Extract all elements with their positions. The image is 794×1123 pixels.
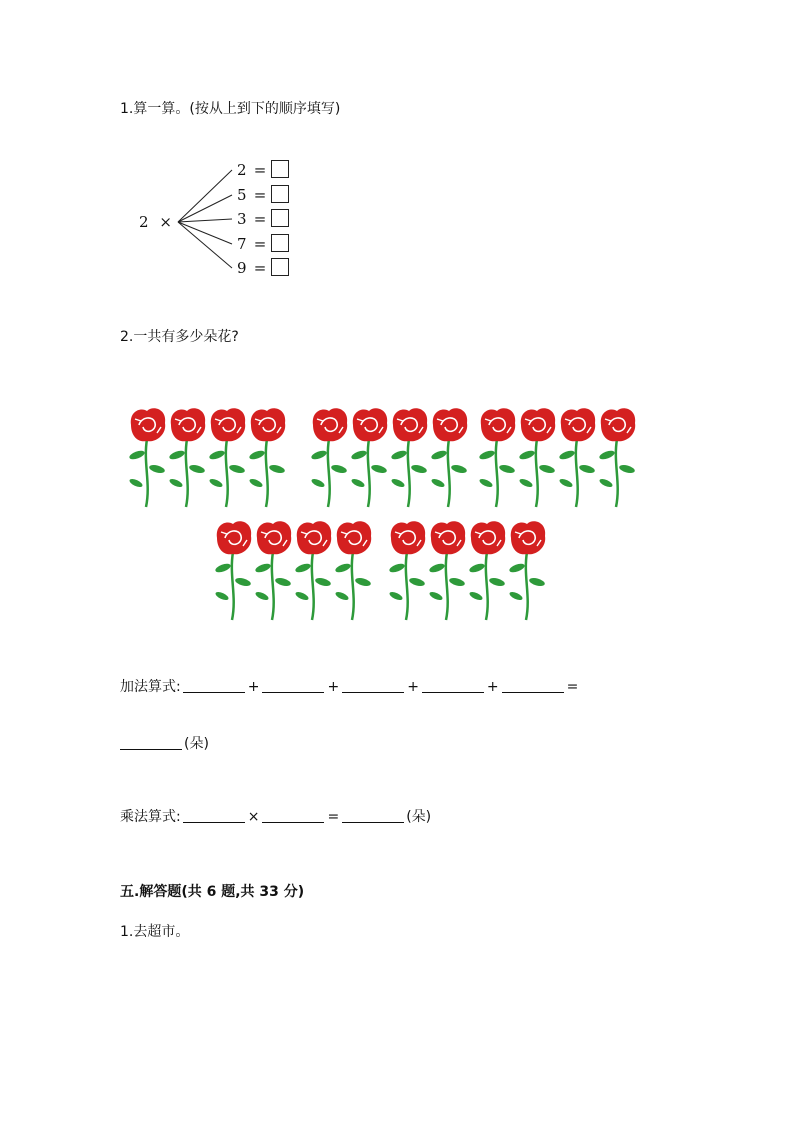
multiplicand: 2 (139, 213, 149, 231)
answer-blank[interactable] (342, 808, 404, 823)
plus-sign: + (327, 679, 340, 695)
branch-lines (0, 0, 794, 300)
times-sign: × (159, 213, 172, 231)
equals-sign: = (253, 210, 267, 228)
multiplier: 5 (237, 186, 247, 204)
multiplier-row (237, 160, 289, 180)
times-sign: × (247, 809, 260, 825)
plus-sign: + (247, 679, 260, 695)
answer-box[interactable] (271, 160, 289, 178)
equals-sign: = (566, 679, 579, 695)
multiplier-row (237, 209, 289, 229)
section-heading: 五.解答题(共 6 题,共 33 分) (120, 884, 305, 900)
addition-equation (120, 676, 579, 696)
equals-sign: = (253, 235, 267, 253)
addition-result (120, 733, 209, 753)
multiplier: 2 (237, 161, 247, 179)
addition-label: 加法算式: (120, 679, 181, 695)
answer-blank[interactable] (120, 735, 182, 750)
answer-blank[interactable] (262, 678, 324, 693)
multiplier: 7 (237, 235, 247, 253)
answer-blank[interactable] (422, 678, 484, 693)
answer-blank[interactable] (183, 808, 245, 823)
equals-sign: = (327, 809, 340, 825)
multiplier-row (237, 234, 289, 254)
answer-box[interactable] (271, 209, 289, 227)
branch-line (178, 170, 232, 222)
branch-line (178, 219, 232, 222)
q2-title: 2.一共有多少朵花? (120, 329, 239, 345)
multiplier-row (237, 258, 289, 278)
branch-line (178, 222, 232, 244)
multiplier: 9 (237, 259, 247, 277)
q1-title: 1.算一算。(按从上到下的顺序填写) (120, 101, 341, 117)
multiplier-row (237, 185, 289, 205)
answer-blank[interactable] (502, 678, 564, 693)
answer-box[interactable] (271, 234, 289, 252)
equals-sign: = (253, 186, 267, 204)
multiplier: 3 (237, 210, 247, 228)
answer-box[interactable] (271, 185, 289, 203)
answer-blank[interactable] (342, 678, 404, 693)
unit-label: (朵) (184, 736, 209, 752)
multiplication-label: 乘法算式: (120, 809, 181, 825)
flower-picture (121, 398, 643, 630)
multiplicand-expression (139, 213, 172, 231)
answer-blank[interactable] (183, 678, 245, 693)
branch-line (178, 222, 232, 268)
multiplication-equation (120, 806, 431, 826)
answer-box[interactable] (271, 258, 289, 276)
branch-line (178, 195, 232, 222)
equals-sign: = (253, 259, 267, 277)
plus-sign: + (407, 679, 419, 695)
plus-sign: + (486, 679, 499, 695)
unit-label: (朵) (406, 809, 432, 825)
answer-blank[interactable] (262, 808, 324, 823)
equals-sign: = (253, 161, 267, 179)
section5-q1: 1.去超市。 (120, 924, 190, 940)
